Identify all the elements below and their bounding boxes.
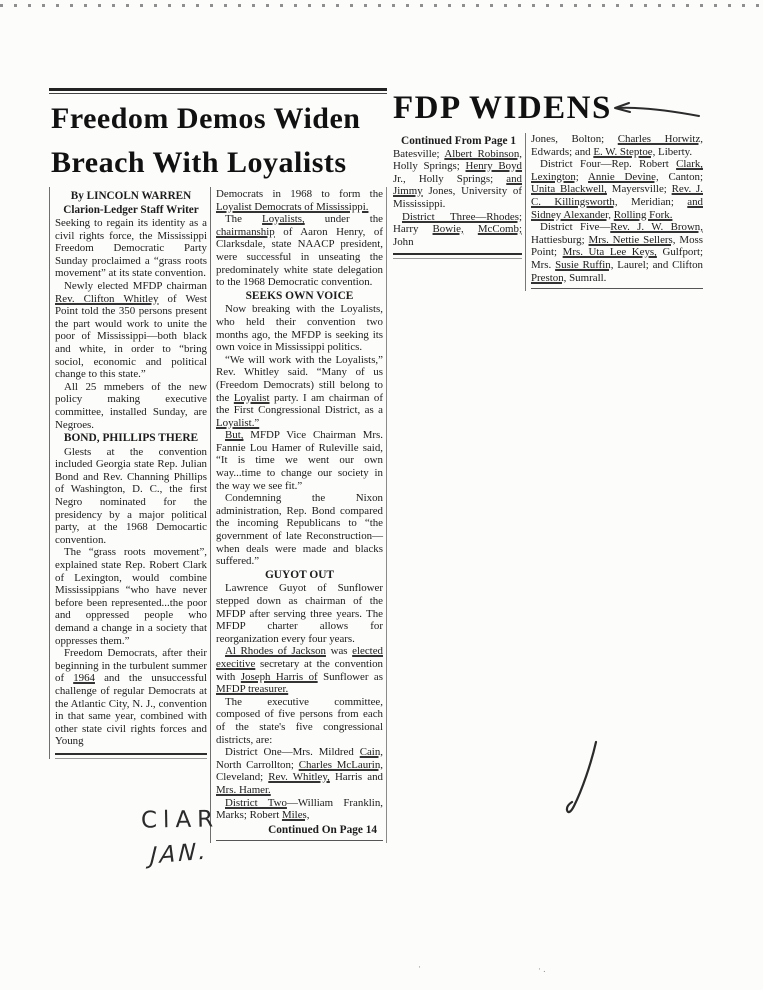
column-end-rule	[531, 288, 703, 291]
text-run: Canton;	[658, 170, 703, 183]
pen-underlined-text: But,	[225, 429, 244, 442]
article-headline	[51, 97, 387, 185]
pen-underlined-text: Loyalist Democrats of Mississippi.	[216, 200, 369, 213]
text-run: Hattiesburg;	[531, 233, 589, 246]
text-run: District Five—	[540, 221, 611, 234]
text-run: Lawrence Guyot of Sunflower stepped down as chairman of the MFDP after serving three years. The MFDP charter allows for reorganization every four years.	[216, 582, 383, 645]
text-run: Liberty.	[655, 145, 693, 158]
text-run: Continued From Page 1	[401, 135, 516, 147]
text-run: party. I am chairman of the First Congressional District, as a	[216, 391, 384, 417]
text-run: MFDP Vice Chairman Mrs. Fannie Lou Hamer of Ruleville said, “It is time we went our own way...time to change our society in the way we see fit.”	[216, 429, 383, 492]
pen-underlined-text: Unita Blackwell,	[531, 183, 607, 196]
handwritten-date-note: JAN.	[149, 838, 210, 870]
handwritten-checkmark-icon	[558, 738, 610, 822]
pen-underlined-text: Rev. J. C. Killingsworth,	[531, 183, 703, 208]
paragraph	[216, 582, 383, 645]
column-text	[531, 133, 703, 284]
text-run: of West Point told the 350 persons present the part would work to unite the poor of Mississippi—both black and white, in order to “bring sociol, economic and political change to this state.”	[55, 292, 208, 381]
column-end-rule	[216, 840, 383, 843]
text-run: GUYOT OUT	[264, 568, 335, 581]
paragraph	[55, 446, 207, 547]
text-run: The “grass roots movement”, explained state Rep. Robert Clark of Lexington, would combine Mississippians “who have never before been represented...the poor and oppressed people who demand a change in a society that oppresses them.”	[55, 546, 207, 647]
scan-smudge-mark: · .	[538, 964, 546, 974]
paragraph	[55, 217, 207, 280]
paragraph	[55, 546, 207, 647]
pen-underlined-text: Mrs. Uta Lee Keys,	[562, 246, 657, 259]
column-text	[55, 190, 207, 748]
article-freedom-demos	[49, 88, 387, 843]
paragraph	[216, 746, 383, 796]
paragraph	[216, 188, 383, 213]
pen-underlined-text: Albert Robinson,	[444, 147, 522, 160]
paragraph	[393, 148, 522, 211]
text-run: was	[325, 645, 353, 658]
paragraph	[55, 280, 207, 381]
text-run: All 25 mmebers of the new policy making executive committee, installed Sunday, are Negroes.	[55, 380, 207, 431]
paragraph	[216, 696, 383, 746]
pen-underlined-text: Mrs. Nettie Sellers,	[588, 233, 676, 246]
text-run: District One—Mrs. Mildred	[225, 746, 360, 759]
text-run: Clarion-Ledger Staff Writer	[63, 203, 199, 216]
text-run: Edwards; and	[531, 145, 594, 158]
paragraph	[216, 213, 383, 289]
headline-line-2: Breach With Loyalists	[51, 146, 347, 179]
hand-drawn-arrow-icon	[607, 100, 703, 124]
pen-underlined-text: and Sidney Alexander,	[531, 195, 703, 221]
text-run: secretary at the convention with	[216, 657, 383, 683]
text-run: North Carrollton;	[216, 758, 299, 771]
text-run: Sunflower as	[317, 670, 383, 683]
pen-underlined-text: Bowie,	[432, 223, 464, 236]
column-text	[393, 135, 522, 248]
paragraph	[216, 354, 383, 430]
text-run: Jr., Holly Springs;	[393, 172, 507, 185]
column-end-rule	[55, 753, 207, 759]
pen-underlined-text: Annie Devine,	[588, 170, 659, 183]
text-run: Cleveland;	[216, 771, 269, 784]
headline-line-1: Freedom Demos Widen	[51, 102, 361, 135]
text-run: under the	[304, 213, 384, 226]
text-run: Democrats in 1968 to form the	[216, 188, 383, 200]
paragraph	[55, 190, 207, 204]
paragraph	[393, 135, 522, 148]
article-column-1	[391, 133, 525, 259]
text-run: Seeking to regain its identity as a civil rights force, the Mississippi Freedom Democratic Party Sunday proclaimed a “grass roots movement” at its state convention.	[55, 217, 207, 280]
paragraph	[55, 647, 207, 748]
text-run: By LINCOLN WARREN	[70, 190, 192, 202]
text-run: Harry	[393, 223, 433, 236]
paragraph	[216, 797, 383, 822]
pen-underlined-text: Joseph Harris of	[240, 670, 318, 683]
article-fdp-widens	[391, 90, 705, 291]
text-run: “We will work with the Loyalists,” Rev. Whitley said. “Many of us (Freedom Democrats) still belong to the	[216, 353, 383, 404]
text-run	[464, 223, 478, 235]
pen-underlined-text: Henry Boyd	[465, 160, 523, 173]
perforation-dotted-line	[0, 4, 763, 7]
pen-underlined-text: Mrs. Hamer.	[216, 783, 271, 796]
pen-underlined-text: District Two	[225, 796, 287, 809]
headline-top-rule	[49, 88, 387, 94]
article-column-2	[525, 133, 705, 291]
pen-underlined-text: elected execitive	[216, 645, 383, 670]
text-run: The executive committee, composed of five persons from each of the state's five congressional districts, are:	[216, 695, 383, 746]
article-columns	[391, 133, 705, 291]
pen-underlined-text: Preston,	[531, 271, 567, 284]
text-run: of Aaron Henry, of Clarksdale, state NAACP president, were successful in unseating the predominately white state delegation to the 1968 Democratic convention.	[216, 225, 383, 289]
text-run: Glests at the convention included Georgia state Rep. Julian Bond and Rev. Channing Phillips of Washington, D. C., the first Negro nominated for the presidency by a major political party, at the 1968 Democartic convention.	[55, 445, 207, 546]
text-run: Mayersville;	[606, 183, 672, 196]
paragraph	[216, 429, 383, 492]
pen-underlined-text: District Three—Rhodes;	[402, 210, 522, 223]
paragraph	[531, 158, 703, 221]
headline-row	[391, 90, 705, 133]
pen-underlined-text: Rev. J. W. Brown,	[610, 221, 703, 234]
text-run: The	[225, 213, 263, 226]
text-run: District Four—Rep. Robert	[540, 158, 677, 171]
pen-underlined-text: E. W. Steptoe,	[593, 145, 656, 158]
scan-smudge-mark: ·	[418, 962, 421, 972]
pen-underlined-text: Charles Horwitz,	[617, 133, 703, 145]
handwritten-source-note: ClAR	[140, 806, 220, 834]
pen-underlined-text: chairmanship	[216, 225, 275, 238]
article-column-2	[210, 187, 387, 843]
text-run: Freedom Democrats, after their beginning in the turbulent summer of	[55, 647, 207, 685]
text-run: Meridian;	[617, 195, 688, 208]
text-run: BOND, PHILLIPS THERE	[63, 432, 199, 445]
paragraph	[55, 381, 207, 431]
pen-underlined-text: and Jimmy	[393, 172, 522, 198]
pen-underlined-text: Rev. Whitley,	[268, 771, 330, 784]
text-run: Continued On Page 14	[268, 823, 377, 836]
article-columns	[49, 187, 387, 843]
pen-underlined-text: Rolling Fork.	[613, 208, 673, 221]
text-run: Jones, University of Mississippi.	[393, 185, 522, 210]
paragraph	[216, 645, 383, 695]
text-run: Moss Point;	[531, 233, 703, 259]
text-run: and the unsuccessful challenge of regular Democrats at the Atlantic City, N. J., convention in that same year, combined with other state civil rights forces and Young	[55, 672, 207, 748]
pen-underlined-text: Susie Ruffin,	[555, 258, 614, 271]
paragraph	[216, 824, 383, 837]
text-run: Batesville;	[393, 147, 445, 160]
article-headline: FDP WIDENS	[393, 90, 612, 126]
text-run: Jones, Bolton;	[531, 133, 618, 145]
pen-underlined-text: McComb;	[477, 223, 522, 236]
text-run: Now breaking with the Loyalists, who held their convention two months ago, the MFDP is seeking its own voice in Mississippi politics.	[216, 303, 383, 354]
paragraph	[55, 432, 207, 445]
article-column-1	[49, 187, 210, 759]
text-run: Harris and	[329, 771, 383, 784]
pen-underlined-text: Miles,	[281, 809, 310, 822]
text-run: Newly elected MFDP chairman	[64, 279, 207, 292]
pen-underlined-text: Clark, Lexington;	[531, 158, 703, 183]
pen-underlined-text: Loyalists,	[262, 213, 305, 226]
paragraph	[216, 290, 383, 303]
text-run: Holly Springs;	[393, 160, 466, 173]
pen-underlined-text: Loyalist.”	[216, 416, 260, 429]
text-run: John	[393, 235, 414, 248]
paragraph	[531, 133, 703, 158]
column-end-rule	[393, 253, 522, 259]
pen-underlined-text: MFDP treasurer.	[216, 683, 289, 696]
text-run: Laurel; and Clifton	[613, 258, 703, 271]
column-text	[216, 188, 383, 836]
pen-underlined-text: Loyalist	[233, 391, 270, 404]
pen-underlined-text: 1964	[73, 672, 95, 685]
text-run: Gulfport; Mrs.	[531, 246, 704, 271]
paragraph	[393, 211, 522, 249]
paragraph	[216, 303, 383, 353]
text-run	[579, 171, 588, 183]
pen-underlined-text: Charles McLaurin,	[298, 758, 383, 771]
pen-underlined-text: Cain,	[359, 746, 383, 759]
pen-underlined-text: Al Rhodes of Jackson	[225, 645, 326, 658]
paragraph	[216, 569, 383, 582]
pen-underlined-text: Rev. Clifton Whitley	[55, 292, 159, 305]
text-run: SEEKS OWN VOICE	[245, 289, 354, 302]
text-run: Sumrall.	[566, 271, 607, 284]
paragraph	[531, 221, 703, 284]
paragraph	[55, 204, 207, 218]
text-run: —William Franklin, Marks; Robert	[216, 796, 383, 822]
paragraph	[216, 492, 383, 568]
text-run: Condemning the Nixon administration, Rep. Bond compared the incoming Republicans to “the government of late Reconstruction—when deals were made and blacks suffered.”	[216, 492, 383, 568]
